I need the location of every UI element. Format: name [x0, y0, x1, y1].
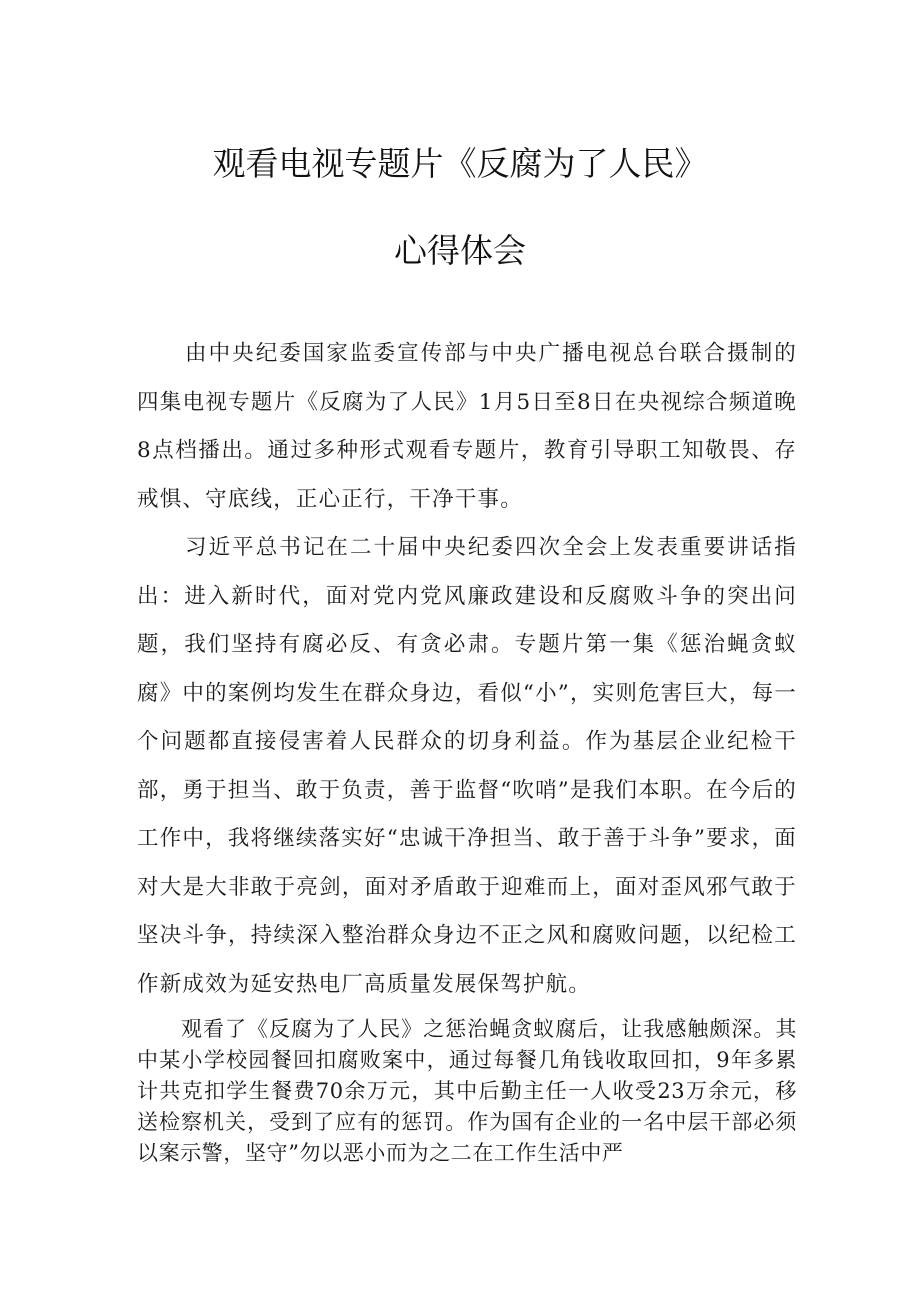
- body-paragraph-1: 由中央纪委国家监委宣传部与中央广播电视总台联合摄制的四集电视专题片《反腐为了人民》1月5日至8日在央视综合频道晚8点档播出。通过多种形式观看专题片，教育引导职工知敬畏、存戒惧、守底线，正心正行，干净干事。: [137, 341, 797, 512]
- document-title-line1: 观看电视专题片《反腐为了人民》: [212, 144, 708, 183]
- body-paragraph-3: 观看了《反腐为了人民》之惩治蝇贪蚁腐后，让我感触颇深。其中某小学校园餐回扣腐败案中，通过每餐几角钱收取回扣，9年多累计共克扣学生餐费70余万元，其中后勤主任一人收受23万余元，移送检察机关，受到了应有的惩罚。作为国有企业的一名中层干部必须以案示警，坚守”勿以恶小而为之二在工作生活中严: [137, 1017, 797, 1165]
- document-title-line2: 心得体会: [394, 231, 526, 270]
- body-paragraph-2: 习近平总书记在二十届中央纪委四次全会上发表重要讲话指出：进入新时代，面对党内党风廉政建设和反腐败斗争的突出问题，我们坚持有腐必反、有贪必肃。专题片第一集《惩治蝇贪蚁腐》中的案例均发生在群众身边，看似“小”，实则危害巨大，每一个问题都直接侵害着人民群众的切身利益。作为基层企业纪检干部，勇于担当、敢于负责，善于监督“吹哨”是我们本职。在今后的工作中，我将继续落实好“忠诚干净担当、敢于善于斗争”要求，面对大是大非敢于亮剑，面对矛盾敢于迎难而上，面对歪风邪气敢于坚决斗争，持续深入整治群众身边不正之风和腐败问题，以纪检工作新成效为延安热电厂高质量发展保驾护航。: [137, 535, 797, 997]
